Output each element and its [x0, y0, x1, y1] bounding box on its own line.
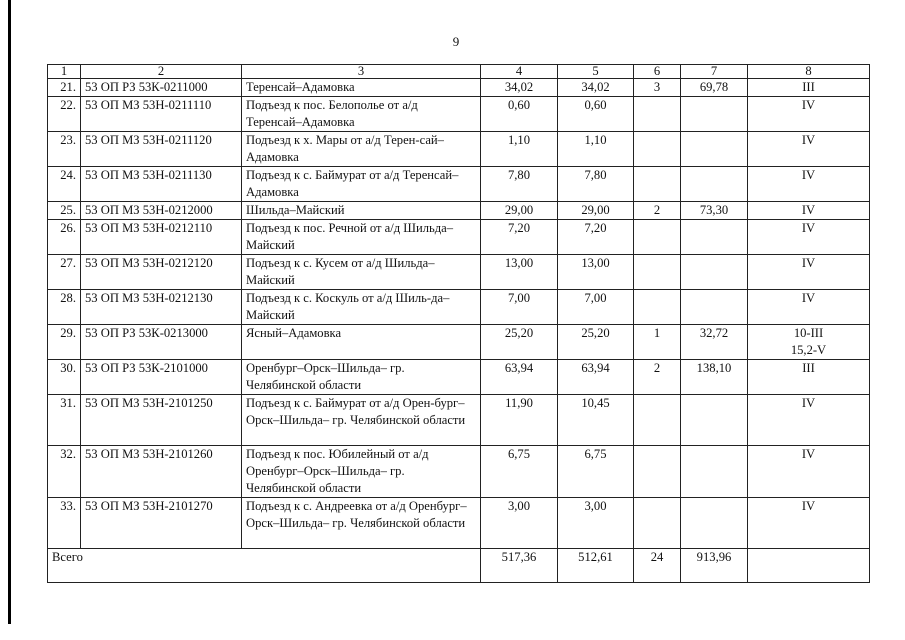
road-category-cell: IV — [748, 220, 870, 255]
road-name-cell: Шильда–Майский — [242, 202, 481, 220]
row-number-cell: 29. — [48, 325, 81, 360]
total-c6-cell: 24 — [634, 549, 681, 583]
length-total-cell: 63,94 — [481, 360, 558, 395]
table-row — [48, 132, 870, 167]
scan-margin-rule — [8, 0, 11, 624]
bridge-length-cell: 69,78 — [681, 79, 748, 97]
bridge-length-cell — [681, 395, 748, 446]
table-row — [48, 79, 870, 97]
row-number-cell: 23. — [48, 132, 81, 167]
bridge-length-cell — [681, 220, 748, 255]
road-name-cell: Подъезд к пос. Белополье от а/д Теренсай–Адамовка — [242, 97, 481, 132]
road-code-cell: 53 ОП МЗ 53Н-2101260 — [81, 446, 242, 498]
road-name-cell: Оренбург–Орск–Шильда– гр. Челябинской области — [242, 360, 481, 395]
road-category-cell: 10-III 15,2-V — [748, 325, 870, 360]
header-cell: 5 — [558, 65, 634, 79]
bridge-length-cell — [681, 498, 748, 549]
row-number-cell: 27. — [48, 255, 81, 290]
bridge-count-cell: 3 — [634, 79, 681, 97]
bridge-count-cell: 2 — [634, 360, 681, 395]
row-number-cell: 30. — [48, 360, 81, 395]
road-category-cell: IV — [748, 395, 870, 446]
header-row — [48, 65, 870, 79]
row-number-cell: 28. — [48, 290, 81, 325]
table-row — [48, 498, 870, 549]
length-total-cell: 11,90 — [481, 395, 558, 446]
table-row — [48, 325, 870, 360]
length-total-cell: 7,20 — [481, 220, 558, 255]
roads-table — [47, 64, 870, 583]
bridge-length-cell — [681, 132, 748, 167]
road-category-cell: III — [748, 360, 870, 395]
road-name-cell: Подъезд к с. Кусем от а/д Шильда–Майский — [242, 255, 481, 290]
length-paved-cell: 0,60 — [558, 97, 634, 132]
road-code-cell: 53 ОП МЗ 53Н-0211130 — [81, 167, 242, 202]
bridge-count-cell — [634, 132, 681, 167]
length-paved-cell: 1,10 — [558, 132, 634, 167]
road-name-cell: Подъезд к пос. Юбилейный от а/д Оренбург–Орск–Шильда– гр. Челябинской области — [242, 446, 481, 498]
bridge-length-cell — [681, 167, 748, 202]
road-name-cell: Подъезд к х. Мары от а/д Терен-сай–Адамовка — [242, 132, 481, 167]
bridge-length-cell: 32,72 — [681, 325, 748, 360]
table-row — [48, 255, 870, 290]
row-number-cell: 32. — [48, 446, 81, 498]
length-paved-cell: 3,00 — [558, 498, 634, 549]
road-category-cell: IV — [748, 97, 870, 132]
road-code-cell: 53 ОП МЗ 53Н-0212110 — [81, 220, 242, 255]
road-category-cell: IV — [748, 498, 870, 549]
road-code-cell: 53 ОП МЗ 53Н-0211120 — [81, 132, 242, 167]
row-number-cell: 21. — [48, 79, 81, 97]
row-number-cell: 25. — [48, 202, 81, 220]
bridge-length-cell: 138,10 — [681, 360, 748, 395]
length-total-cell: 3,00 — [481, 498, 558, 549]
row-number-cell: 31. — [48, 395, 81, 446]
bridge-length-cell — [681, 97, 748, 132]
road-code-cell: 53 ОП МЗ 53Н-0212130 — [81, 290, 242, 325]
length-total-cell: 13,00 — [481, 255, 558, 290]
header-cell: 1 — [48, 65, 81, 79]
road-category-cell: IV — [748, 132, 870, 167]
bridge-count-cell — [634, 255, 681, 290]
table-row — [48, 446, 870, 498]
road-name-cell: Ясный–Адамовка — [242, 325, 481, 360]
header-cell: 7 — [681, 65, 748, 79]
length-paved-cell: 29,00 — [558, 202, 634, 220]
road-code-cell: 53 ОП МЗ 53Н-0212120 — [81, 255, 242, 290]
bridge-length-cell — [681, 446, 748, 498]
table-row — [48, 202, 870, 220]
bridge-count-cell — [634, 167, 681, 202]
total-label: Всего — [48, 549, 481, 583]
length-paved-cell: 7,00 — [558, 290, 634, 325]
row-number-cell: 24. — [48, 167, 81, 202]
road-category-cell: IV — [748, 202, 870, 220]
road-code-cell: 53 ОП МЗ 53Н-0211110 — [81, 97, 242, 132]
bridge-length-cell — [681, 255, 748, 290]
bridge-count-cell — [634, 395, 681, 446]
road-code-cell: 53 ОП МЗ 53Н-2101270 — [81, 498, 242, 549]
road-code-cell: 53 ОП МЗ 53Н-2101250 — [81, 395, 242, 446]
row-number-cell: 26. — [48, 220, 81, 255]
row-number-cell: 22. — [48, 97, 81, 132]
length-paved-cell: 34,02 — [558, 79, 634, 97]
road-name-cell: Подъезд к с. Баймурат от а/д Теренсай–Адамовка — [242, 167, 481, 202]
header-cell: 8 — [748, 65, 870, 79]
total-c7-cell: 913,96 — [681, 549, 748, 583]
length-total-cell: 7,00 — [481, 290, 558, 325]
table-row — [48, 360, 870, 395]
length-paved-cell: 10,45 — [558, 395, 634, 446]
length-total-cell: 1,10 — [481, 132, 558, 167]
length-paved-cell: 7,80 — [558, 167, 634, 202]
bridge-count-cell — [634, 446, 681, 498]
total-row — [48, 549, 870, 583]
length-paved-cell: 63,94 — [558, 360, 634, 395]
header-cell: 3 — [242, 65, 481, 79]
road-name-cell: Подъезд к с. Баймурат от а/д Орен-бург–Орск–Шильда– гр. Челябинской области — [242, 395, 481, 446]
road-category-cell: IV — [748, 446, 870, 498]
table-row — [48, 290, 870, 325]
road-category-cell: IV — [748, 290, 870, 325]
road-name-cell: Теренсай–Адамовка — [242, 79, 481, 97]
header-cell: 6 — [634, 65, 681, 79]
length-paved-cell: 7,20 — [558, 220, 634, 255]
table-row — [48, 395, 870, 446]
length-total-cell: 6,75 — [481, 446, 558, 498]
road-name-cell: Подъезд к с. Коскуль от а/д Шиль-да–Майский — [242, 290, 481, 325]
length-paved-cell: 6,75 — [558, 446, 634, 498]
table-row — [48, 220, 870, 255]
road-code-cell: 53 ОП МЗ 53Н-0212000 — [81, 202, 242, 220]
total-c4-cell: 517,36 — [481, 549, 558, 583]
bridge-count-cell: 2 — [634, 202, 681, 220]
bridge-length-cell: 73,30 — [681, 202, 748, 220]
bridge-count-cell — [634, 220, 681, 255]
header-cell: 2 — [81, 65, 242, 79]
road-name-cell: Подъезд к с. Андреевка от а/д Оренбург–Орск–Шильда– гр. Челябинской области — [242, 498, 481, 549]
road-name-cell: Подъезд к пос. Речной от а/д Шильда–Майский — [242, 220, 481, 255]
road-category-cell: IV — [748, 167, 870, 202]
table-row — [48, 97, 870, 132]
bridge-count-cell — [634, 97, 681, 132]
length-total-cell: 0,60 — [481, 97, 558, 132]
total-c8-cell — [748, 549, 870, 583]
bridge-count-cell — [634, 290, 681, 325]
road-code-cell: 53 ОП РЗ 53К-2101000 — [81, 360, 242, 395]
total-c5-cell: 512,61 — [558, 549, 634, 583]
road-category-cell: IV — [748, 255, 870, 290]
length-total-cell: 25,20 — [481, 325, 558, 360]
bridge-length-cell — [681, 290, 748, 325]
header-cell: 4 — [481, 65, 558, 79]
row-number-cell: 33. — [48, 498, 81, 549]
table-row — [48, 167, 870, 202]
road-code-cell: 53 ОП РЗ 53К-0211000 — [81, 79, 242, 97]
bridge-count-cell: 1 — [634, 325, 681, 360]
length-paved-cell: 25,20 — [558, 325, 634, 360]
page-number: 9 — [452, 34, 460, 49]
road-category-cell: III — [748, 79, 870, 97]
length-total-cell: 34,02 — [481, 79, 558, 97]
bridge-count-cell — [634, 498, 681, 549]
length-total-cell: 29,00 — [481, 202, 558, 220]
length-paved-cell: 13,00 — [558, 255, 634, 290]
road-code-cell: 53 ОП РЗ 53К-0213000 — [81, 325, 242, 360]
length-total-cell: 7,80 — [481, 167, 558, 202]
